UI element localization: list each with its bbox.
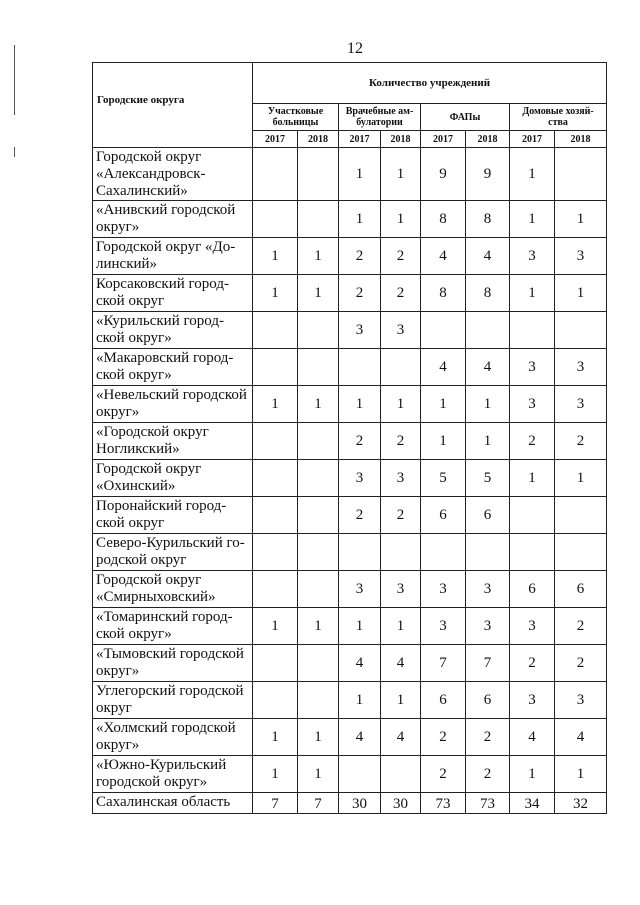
- table-row: [93, 148, 607, 201]
- count-cell: 1: [555, 275, 607, 312]
- count-cell: 4: [510, 719, 555, 756]
- count-cell: [253, 460, 298, 497]
- count-cell: 2: [381, 423, 421, 460]
- count-cell: 1: [555, 460, 607, 497]
- district-name: «Макаровский город- ской округ»: [93, 349, 253, 386]
- count-cell: 1: [253, 756, 298, 793]
- group-header-title: Количество учреждений: [253, 63, 607, 104]
- count-cell: [510, 534, 555, 571]
- district-name: «Тымовский городской округ»: [93, 645, 253, 682]
- count-cell: [298, 682, 339, 719]
- count-cell: 2: [381, 497, 421, 534]
- count-cell: 1: [253, 719, 298, 756]
- count-cell: 5: [466, 460, 510, 497]
- table-row: [93, 645, 607, 682]
- count-cell: [555, 534, 607, 571]
- count-cell: 6: [466, 682, 510, 719]
- count-cell: 3: [555, 349, 607, 386]
- table-row: [93, 423, 607, 460]
- count-cell: 4: [381, 719, 421, 756]
- count-cell: 4: [381, 645, 421, 682]
- total-cell: 34: [510, 793, 555, 814]
- year-header: 2018: [298, 131, 339, 148]
- district-name: «Южно-Курильский городской округ»: [93, 756, 253, 793]
- count-cell: 1: [510, 275, 555, 312]
- count-cell: 1: [466, 386, 510, 423]
- page-number: 12: [347, 40, 363, 57]
- district-name: «Холмский городской округ»: [93, 719, 253, 756]
- count-cell: 7: [421, 645, 466, 682]
- count-cell: 3: [510, 386, 555, 423]
- count-cell: 3: [381, 460, 421, 497]
- count-cell: 8: [421, 201, 466, 238]
- count-cell: [298, 534, 339, 571]
- table-row: [93, 386, 607, 423]
- count-cell: 6: [510, 571, 555, 608]
- count-cell: 3: [555, 238, 607, 275]
- count-cell: 1: [253, 386, 298, 423]
- count-cell: [298, 571, 339, 608]
- count-cell: [381, 534, 421, 571]
- count-cell: 1: [381, 386, 421, 423]
- count-cell: 3: [510, 608, 555, 645]
- count-cell: 4: [339, 645, 381, 682]
- count-cell: 1: [510, 756, 555, 793]
- count-cell: [298, 148, 339, 201]
- district-name: «Курильский город- ской округ»: [93, 312, 253, 349]
- year-header: 2018: [466, 131, 510, 148]
- count-cell: 2: [510, 423, 555, 460]
- total-cell: 73: [421, 793, 466, 814]
- count-cell: 3: [466, 571, 510, 608]
- total-cell: 30: [339, 793, 381, 814]
- count-cell: 2: [381, 238, 421, 275]
- year-header: 2018: [555, 131, 607, 148]
- district-name: Городской округ «Александровск- Сахалинский»: [93, 148, 253, 201]
- count-cell: 6: [421, 497, 466, 534]
- count-cell: [510, 312, 555, 349]
- count-cell: 3: [510, 349, 555, 386]
- count-cell: 8: [466, 201, 510, 238]
- year-header: 2017: [253, 131, 298, 148]
- table-row: [93, 682, 607, 719]
- count-cell: 4: [421, 238, 466, 275]
- count-cell: [298, 201, 339, 238]
- district-name: «Невельский городской округ»: [93, 386, 253, 423]
- left-margin-mark-2: [14, 147, 15, 157]
- count-cell: 2: [421, 756, 466, 793]
- count-cell: 1: [298, 386, 339, 423]
- year-header: 2017: [421, 131, 466, 148]
- year-header: 2018: [381, 131, 421, 148]
- district-name: Северо-Курильский го- родской округ: [93, 534, 253, 571]
- table-row: [93, 275, 607, 312]
- district-name: Углегорский городской округ: [93, 682, 253, 719]
- count-cell: [298, 312, 339, 349]
- count-cell: 2: [339, 497, 381, 534]
- count-cell: 1: [298, 275, 339, 312]
- count-cell: [381, 349, 421, 386]
- district-name: Городской округ «Охинский»: [93, 460, 253, 497]
- count-cell: 1: [298, 719, 339, 756]
- table-row: [93, 756, 607, 793]
- count-cell: [466, 312, 510, 349]
- count-cell: [555, 497, 607, 534]
- count-cell: 6: [421, 682, 466, 719]
- count-cell: 2: [555, 423, 607, 460]
- group-header: Домовые хозяй- ства: [510, 104, 607, 131]
- count-cell: 4: [339, 719, 381, 756]
- count-cell: 2: [466, 756, 510, 793]
- total-cell: 7: [298, 793, 339, 814]
- count-cell: 1: [421, 423, 466, 460]
- count-cell: 8: [421, 275, 466, 312]
- total-cell: 32: [555, 793, 607, 814]
- table-row: [93, 571, 607, 608]
- count-cell: 1: [253, 238, 298, 275]
- table-row: [93, 497, 607, 534]
- district-name: Городской округ «До- линский»: [93, 238, 253, 275]
- year-header: 2017: [510, 131, 555, 148]
- table-row: [93, 312, 607, 349]
- group-header: ФАПы: [421, 104, 510, 131]
- count-cell: [253, 148, 298, 201]
- count-cell: 3: [421, 608, 466, 645]
- count-cell: [253, 534, 298, 571]
- total-cell: 73: [466, 793, 510, 814]
- count-cell: 3: [510, 682, 555, 719]
- table-row: [93, 201, 607, 238]
- count-cell: 1: [466, 423, 510, 460]
- count-cell: 1: [381, 148, 421, 201]
- district-name: «Городской округ Ногликский»: [93, 423, 253, 460]
- count-cell: 1: [339, 386, 381, 423]
- count-cell: 1: [381, 201, 421, 238]
- count-cell: 2: [339, 238, 381, 275]
- count-cell: 4: [466, 238, 510, 275]
- count-cell: 2: [381, 275, 421, 312]
- count-cell: 7: [466, 645, 510, 682]
- count-cell: 2: [510, 645, 555, 682]
- count-cell: [253, 201, 298, 238]
- count-cell: 2: [339, 275, 381, 312]
- total-cell: 7: [253, 793, 298, 814]
- count-cell: 1: [510, 460, 555, 497]
- count-cell: [253, 682, 298, 719]
- count-cell: 1: [253, 608, 298, 645]
- count-cell: [555, 312, 607, 349]
- table-row: [93, 460, 607, 497]
- count-cell: 3: [421, 571, 466, 608]
- count-cell: 3: [466, 608, 510, 645]
- count-cell: 9: [466, 148, 510, 201]
- table-row: [93, 349, 607, 386]
- count-cell: 1: [510, 148, 555, 201]
- district-name: Поронайский город- ской округ: [93, 497, 253, 534]
- count-cell: 3: [339, 312, 381, 349]
- count-cell: [298, 423, 339, 460]
- count-cell: [381, 756, 421, 793]
- group-header: Участковые больницы: [253, 104, 339, 131]
- count-cell: 6: [555, 571, 607, 608]
- total-name: Сахалинская область: [93, 793, 253, 814]
- count-cell: [253, 497, 298, 534]
- count-cell: 5: [421, 460, 466, 497]
- count-cell: 1: [555, 201, 607, 238]
- count-cell: [339, 349, 381, 386]
- count-cell: 3: [381, 571, 421, 608]
- total-row: [93, 793, 607, 814]
- count-cell: 2: [555, 608, 607, 645]
- count-cell: [253, 349, 298, 386]
- count-cell: 4: [555, 719, 607, 756]
- count-cell: 3: [510, 238, 555, 275]
- count-cell: 2: [421, 719, 466, 756]
- count-cell: [253, 423, 298, 460]
- table-body: [93, 148, 607, 814]
- table-row: [93, 534, 607, 571]
- district-name: «Томаринский город- ской округ»: [93, 608, 253, 645]
- count-cell: 3: [339, 571, 381, 608]
- count-cell: 1: [339, 608, 381, 645]
- institutions-table: [92, 62, 607, 814]
- count-cell: [421, 312, 466, 349]
- count-cell: [466, 534, 510, 571]
- count-cell: [339, 756, 381, 793]
- count-cell: 1: [555, 756, 607, 793]
- count-cell: [298, 645, 339, 682]
- count-cell: [298, 497, 339, 534]
- count-cell: [421, 534, 466, 571]
- year-header: 2017: [339, 131, 381, 148]
- count-cell: 4: [466, 349, 510, 386]
- count-cell: 1: [339, 682, 381, 719]
- count-cell: [298, 460, 339, 497]
- total-cell: 30: [381, 793, 421, 814]
- count-cell: 3: [339, 460, 381, 497]
- count-cell: 2: [466, 719, 510, 756]
- count-cell: [298, 349, 339, 386]
- count-cell: 1: [339, 148, 381, 201]
- count-cell: [253, 571, 298, 608]
- count-cell: 1: [339, 201, 381, 238]
- count-cell: [555, 148, 607, 201]
- group-header: Врачебные ам- булатории: [339, 104, 421, 131]
- count-cell: [339, 534, 381, 571]
- table-row: [93, 719, 607, 756]
- district-name: Корсаковский город- ской округ: [93, 275, 253, 312]
- count-cell: 1: [421, 386, 466, 423]
- count-cell: 1: [298, 608, 339, 645]
- count-cell: 1: [510, 201, 555, 238]
- district-name: Городской округ «Смирныховский»: [93, 571, 253, 608]
- count-cell: 1: [381, 682, 421, 719]
- count-cell: 4: [421, 349, 466, 386]
- count-cell: 1: [381, 608, 421, 645]
- count-cell: [510, 497, 555, 534]
- table-row: [93, 238, 607, 275]
- count-cell: 3: [381, 312, 421, 349]
- count-cell: 3: [555, 386, 607, 423]
- count-cell: 9: [421, 148, 466, 201]
- count-cell: 2: [555, 645, 607, 682]
- count-cell: 2: [339, 423, 381, 460]
- count-cell: 8: [466, 275, 510, 312]
- count-cell: 6: [466, 497, 510, 534]
- count-cell: [253, 645, 298, 682]
- count-cell: [253, 312, 298, 349]
- count-cell: 1: [298, 756, 339, 793]
- count-cell: 3: [555, 682, 607, 719]
- table-row: [93, 608, 607, 645]
- row-header-title: Городские округа: [93, 63, 253, 148]
- count-cell: 1: [253, 275, 298, 312]
- district-name: «Анивский городской округ»: [93, 201, 253, 238]
- count-cell: 1: [298, 238, 339, 275]
